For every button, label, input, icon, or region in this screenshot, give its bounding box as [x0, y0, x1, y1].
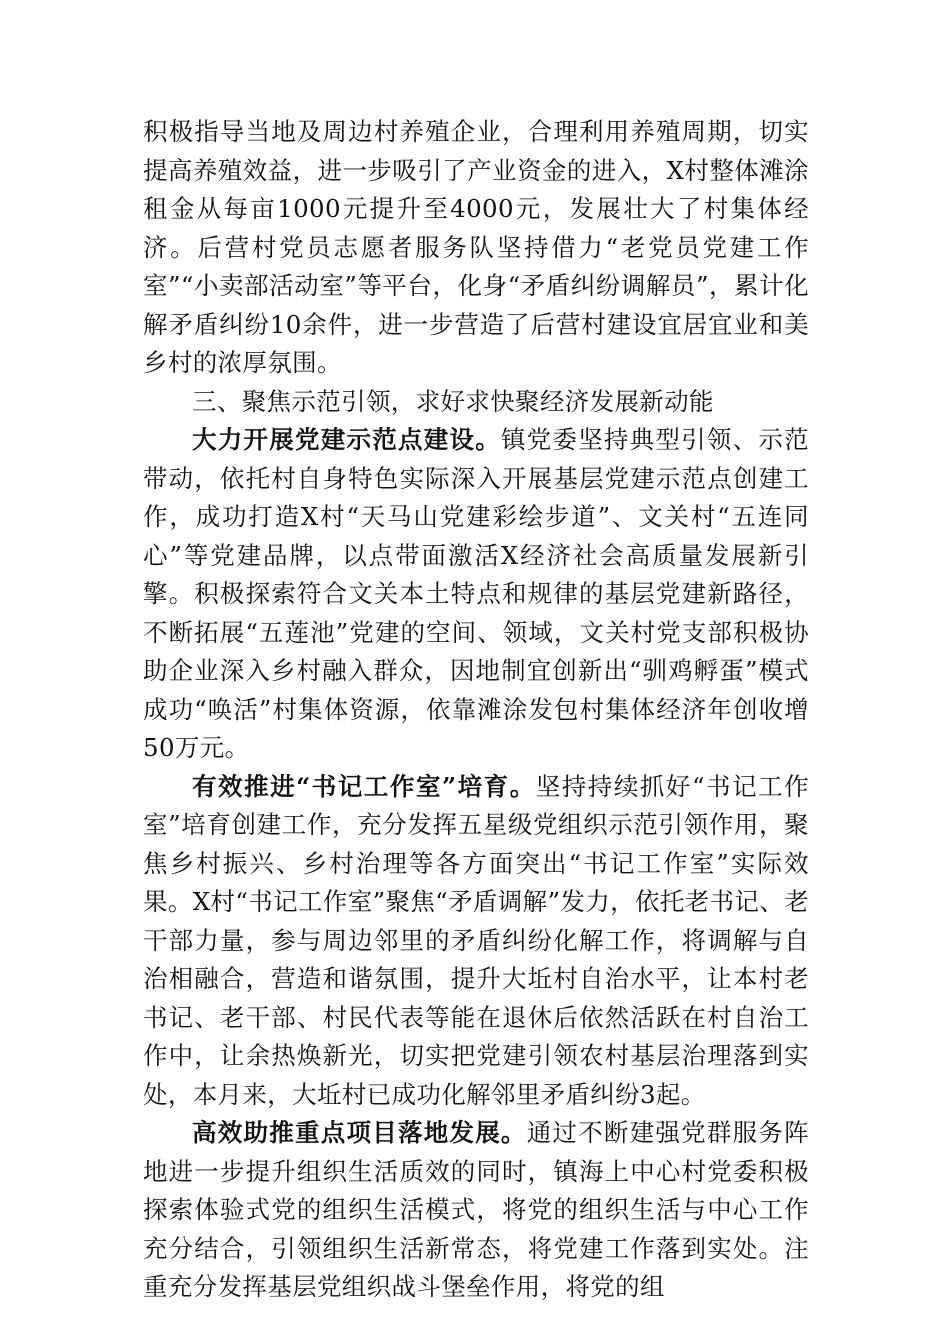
paragraph-demonstration-sites	[143, 421, 809, 768]
paragraph-body: 通过不断建强党群服务阵地进一步提升组织生活质效的同时，镇海上中心村党委积极探索体验式党的组织生活模式，将党的组织生活与中心工作充分结合，引领组织生活新常态，将党建工作落到实处。注重充分发挥基层党组织战斗堡垒作用，将党的组	[143, 1118, 809, 1301]
document-body	[143, 113, 809, 1307]
paragraph-lead: 大力开展党建示范点建设。	[192, 425, 501, 454]
paragraph-lead: 高效助推重点项目落地发展。	[192, 1118, 527, 1147]
paragraph-lead: 有效推进“书记工作室”培育。	[192, 771, 536, 801]
paragraph-body: 积极指导当地及周边村养殖企业，合理利用养殖周期，切实提高养殖效益，进一步吸引了产业资金的进入，X村整体滩涂租金从每亩1000元提升至4000元，发展壮大了村集体经济。后营村党员志愿者服务队坚持借力“老党员党建工作室”“小卖部活动室”等平台，化身“矛盾纠纷调解员”，累计化解矛盾纠纷10余件，进一步营造了后营村建设宜居宜业和美乡村的浓厚氛围。	[143, 117, 809, 377]
paragraph-body: 镇党委坚持典型引领、示范带动，依托村自身特色实际深入开展基层党建示范点创建工作，成功打造X村“天马山党建彩绘步道”、文关村“五连同心”等党建品牌，以点带面激活X经济社会高质量发展新引擎。积极探索符合文关本土特点和规律的基层党建新路径，不断拓展“五莲池”党建的空间、领域，文关村党支部积极协助企业深入乡村融入群众，因地制宜创新出“驯鸡孵蛋”模式成功“唤活”村集体资源，依靠滩涂发包村集体经济年创收增50万元。	[143, 425, 810, 762]
paragraph-key-projects	[143, 1114, 809, 1307]
paragraph-continuation	[143, 113, 809, 383]
paragraph-body: 坚持持续抓好“书记工作室”培育创建工作，充分发挥五星级党组织示范引领作用，聚焦乡村振兴、乡村治理等各方面突出“书记工作室”实际效果。X村“书记工作室”聚焦“矛盾调解”发力，依托老书记、老干部力量，参与周边邻里的矛盾纠纷化解工作，将调解与自治相融合，营造和谐氛围，提升大坵村自治水平，让本村老书记、老干部、村民代表等能在退休后依然活跃在村自治工作中，让余热焕新光，切实把党建引领农村基层治理落到实处，本月来，大坵村已成功化解邻里矛盾纠纷3起。	[143, 771, 809, 1109]
section-heading: 三、聚焦示范引领，求好求快聚经济发展新动能	[192, 386, 714, 416]
paragraph-secretary-studio	[143, 768, 809, 1115]
